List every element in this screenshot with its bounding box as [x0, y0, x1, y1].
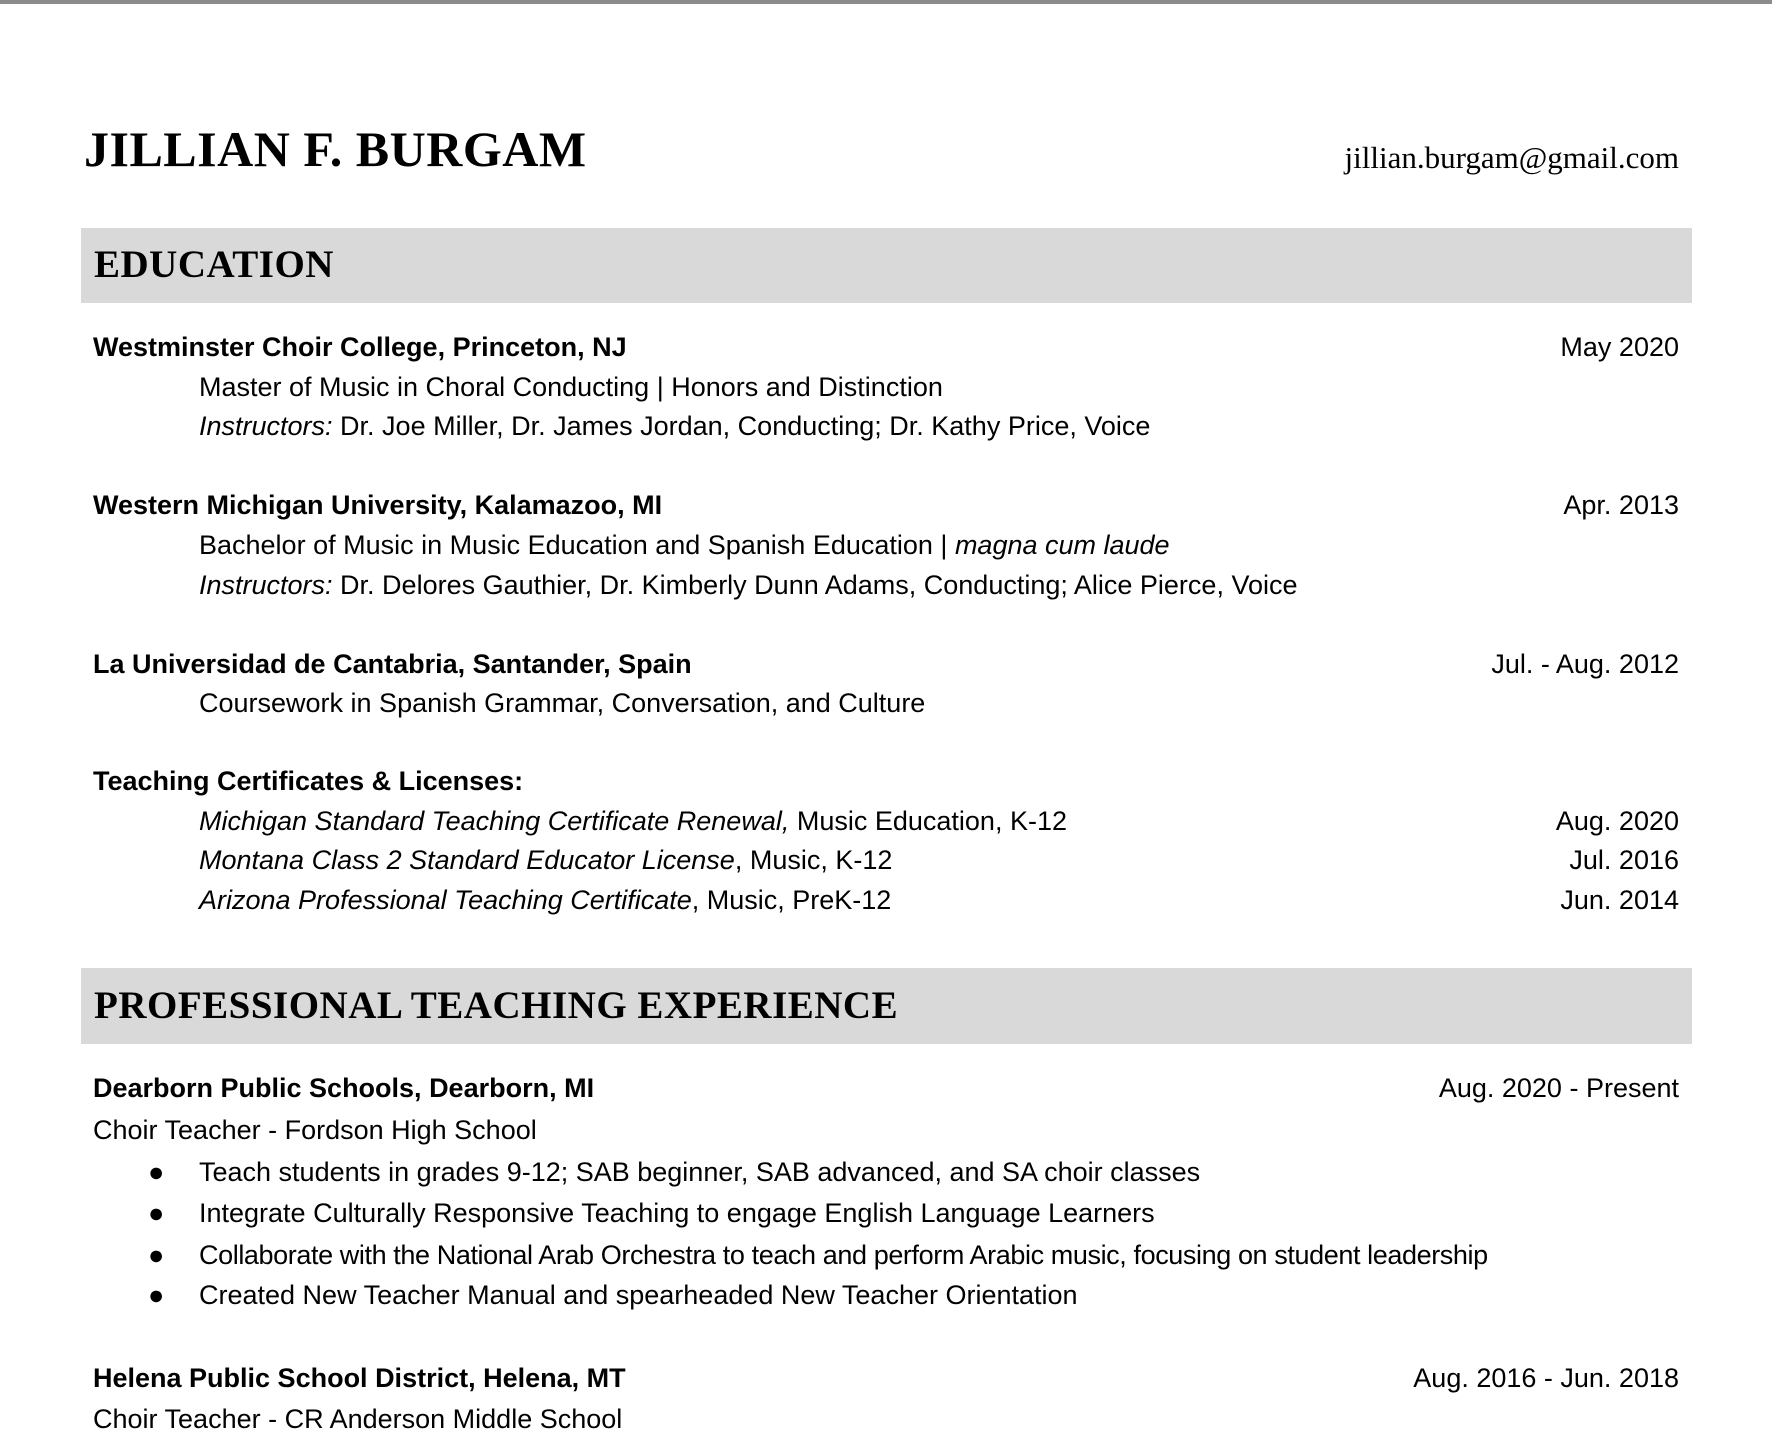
certificate-name: Michigan Standard Teaching Certificate Renewal, — [199, 806, 790, 836]
bullet-item — [93, 1280, 1679, 1320]
instructors-line — [93, 411, 1679, 451]
bullet-icon: ● — [148, 1157, 165, 1187]
date: May 2020 — [1560, 332, 1679, 362]
window-top-border — [0, 0, 1772, 4]
date: Apr. 2013 — [1563, 490, 1679, 520]
date: Aug. 2020 - Present — [1438, 1073, 1679, 1103]
school: La Universidad de Cantabria, Santander, Spain — [93, 649, 692, 679]
certificate-name: Montana Class 2 Standard Educator License — [199, 845, 735, 875]
bullet-text: Collaborate with the National Arab Orchestra to teach and perform Arabic music, focusing on student leadership — [199, 1240, 1488, 1270]
education-section-header — [81, 228, 1692, 303]
certificate-item — [93, 806, 1679, 846]
resume-name: JILLIAN F. BURGAM — [84, 121, 587, 177]
degree-line — [93, 372, 1679, 412]
education-entry — [93, 490, 1679, 530]
certificates-title: Teaching Certificates & Licenses: — [93, 766, 524, 796]
degree: Bachelor of Music in Music Education and Spanish Education | — [199, 530, 955, 560]
degree: Master of Music in Choral Conducting | Honors and Distinction — [199, 372, 943, 402]
bullet-item — [93, 1240, 1679, 1280]
certificate-name: Arizona Professional Teaching Certificate — [199, 885, 692, 915]
job-role — [93, 1115, 1679, 1155]
degree: Coursework in Spanish Grammar, Conversation, and Culture — [199, 688, 926, 718]
email-link[interactable]: jillian.burgam@gmail.com — [1344, 140, 1679, 175]
bullet-icon: ● — [148, 1198, 165, 1228]
section-title: PROFESSIONAL TEACHING EXPERIENCE — [94, 984, 899, 1027]
certificate-detail: , Music, PreK-12 — [691, 885, 892, 915]
instructors-label: Instructors: — [199, 570, 333, 600]
bullet-item — [93, 1157, 1679, 1197]
school: Western Michigan University, Kalamazoo, MI — [93, 490, 663, 520]
section-title: EDUCATION — [94, 243, 334, 286]
instructors-label: Instructors: — [199, 411, 333, 441]
certificate-detail: Music Education, K-12 — [789, 806, 1067, 836]
honor: magna cum laude — [954, 530, 1170, 560]
role: Choir Teacher - Fordson High School — [93, 1115, 537, 1145]
date: Jun. 2014 — [1560, 885, 1679, 915]
instructors-line — [93, 570, 1679, 610]
experience-section-header — [81, 968, 1692, 1044]
education-entry — [93, 332, 1679, 372]
bullet-text: Teach students in grades 9-12; SAB beginner, SAB advanced, and SA choir classes — [199, 1157, 1201, 1187]
role: Choir Teacher - CR Anderson Middle School — [93, 1404, 623, 1434]
certificate-item — [93, 885, 1679, 925]
certificate-detail: , Music, K-12 — [734, 845, 893, 875]
employer: Helena Public School District, Helena, MT — [93, 1363, 626, 1393]
date: Aug. 2016 - Jun. 2018 — [1413, 1363, 1679, 1393]
degree-line — [93, 530, 1679, 570]
date: Jul. 2016 — [1569, 845, 1679, 875]
school: Westminster Choir College, Princeton, NJ — [93, 332, 627, 362]
degree-line — [93, 688, 1679, 728]
bullet-icon: ● — [148, 1280, 165, 1310]
date: Jul. - Aug. 2012 — [1491, 649, 1679, 679]
instructors: Dr. Joe Miller, Dr. James Jordan, Conducting; Dr. Kathy Price, Voice — [332, 411, 1151, 441]
job-role — [93, 1404, 1679, 1444]
education-entry — [93, 649, 1679, 689]
employer: Dearborn Public Schools, Dearborn, MI — [93, 1073, 595, 1103]
instructors: Dr. Delores Gauthier, Dr. Kimberly Dunn Adams, Conducting; Alice Pierce, Voice — [332, 570, 1298, 600]
date: Aug. 2020 — [1555, 806, 1679, 836]
job-entry — [93, 1073, 1679, 1113]
bullet-text: Integrate Culturally Responsive Teaching to engage English Language Learners — [199, 1198, 1155, 1228]
certificate-item — [93, 845, 1679, 885]
certificates-heading — [93, 766, 1679, 806]
bullet-item — [93, 1198, 1679, 1238]
bullet-icon: ● — [148, 1240, 164, 1270]
job-entry — [93, 1363, 1679, 1403]
bullet-text: Created New Teacher Manual and spearheaded New Teacher Orientation — [199, 1280, 1078, 1310]
